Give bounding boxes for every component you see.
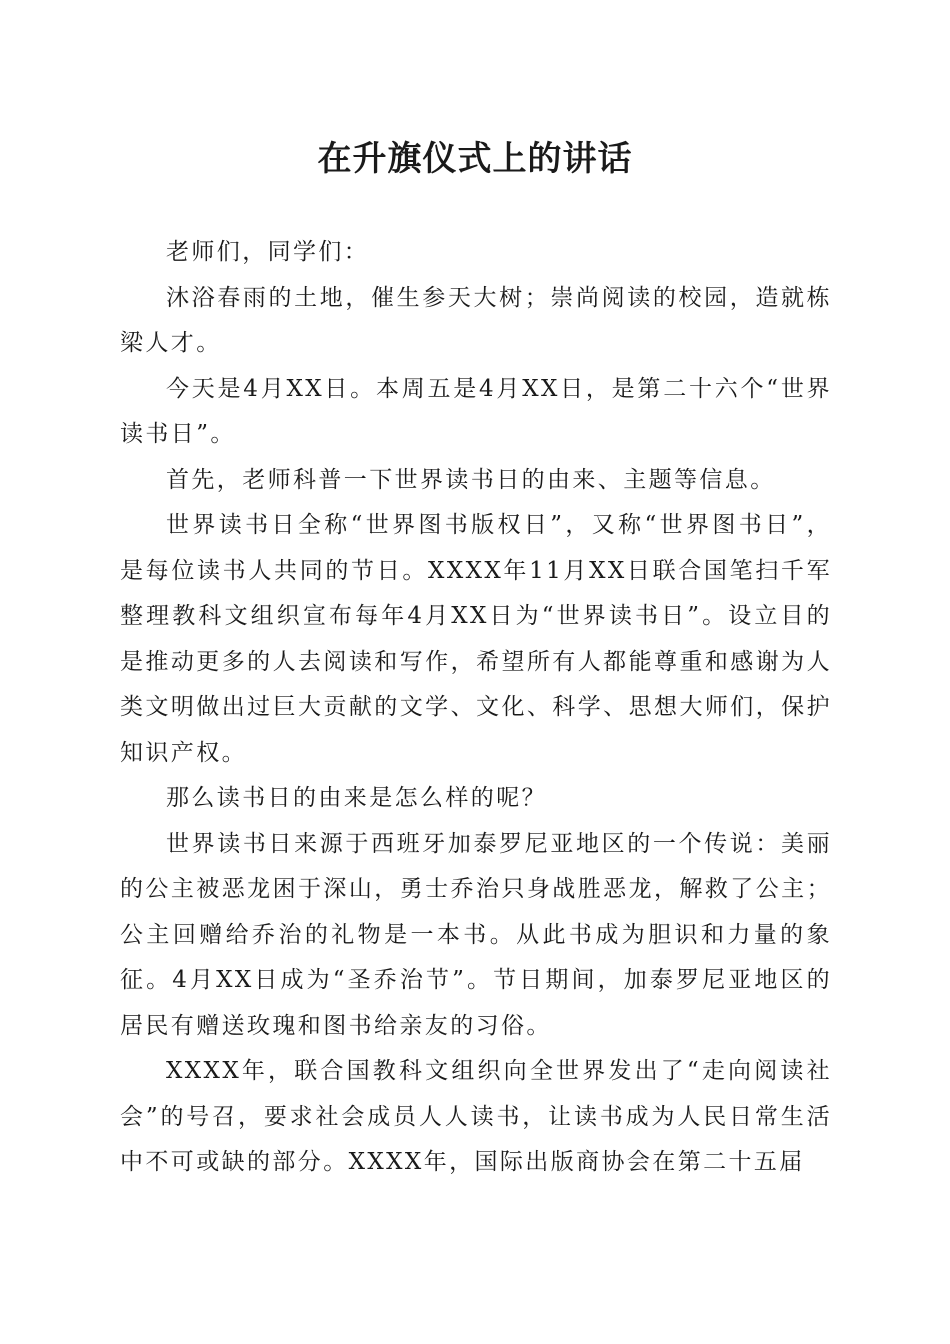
body-paragraph: 今天是4月XX日。本周五是4月XX日，是第二十六个“世界读书日”。 (120, 375, 832, 447)
body-paragraph: XXXX年，联合国教科文组织向全世界发出了“走向阅读社会”的号召，要求社会成员人人读书，让读书成为人民日常生活中不可或缺的部分。XXXX年，国际出版商协会在第二十五届 (120, 1058, 832, 1175)
body-paragraph: 世界读书日来源于西班牙加泰罗尼亚地区的一个传说：美丽的公主被恶龙困于深山，勇士乔治只身战胜恶龙，解救了公主；公主回赠给乔治的礼物是一本书。从此书成为胆识和力量的象征。4月XX日成为“圣乔治节”。节日期间，加泰罗尼亚地区的居民有赠送玫瑰和图书给亲友的习俗。 (120, 830, 832, 1039)
body-paragraph: 首先，老师科普一下世界读书日的由来、主题等信息。 (166, 466, 776, 493)
document-body (120, 230, 832, 1186)
body-paragraph: 那么读书日的由来是怎么样的呢？ (166, 785, 547, 811)
document-title: 在升旗仪式上的讲话 (317, 139, 633, 179)
greeting-paragraph: 老师们，同学们： (166, 239, 370, 265)
body-paragraph: 沐浴春雨的土地，催生参天大树；崇尚阅读的校园，造就栋梁人才。 (120, 284, 832, 356)
body-paragraph: 世界读书日全称“世界图书版权日”，又称“世界图书日”，是每位读书人共同的节日。XXXX年11月XX日联合国笔扫千军整理教科文组织宣布每年4月XX日为“世界读书日”。设立目的是推动更多的人去阅读和写作，希望所有人都能尊重和感谢为人类文明做出过巨大贡献的文学、文化、科学、思想大师们，保护知识产权。 (120, 512, 832, 766)
